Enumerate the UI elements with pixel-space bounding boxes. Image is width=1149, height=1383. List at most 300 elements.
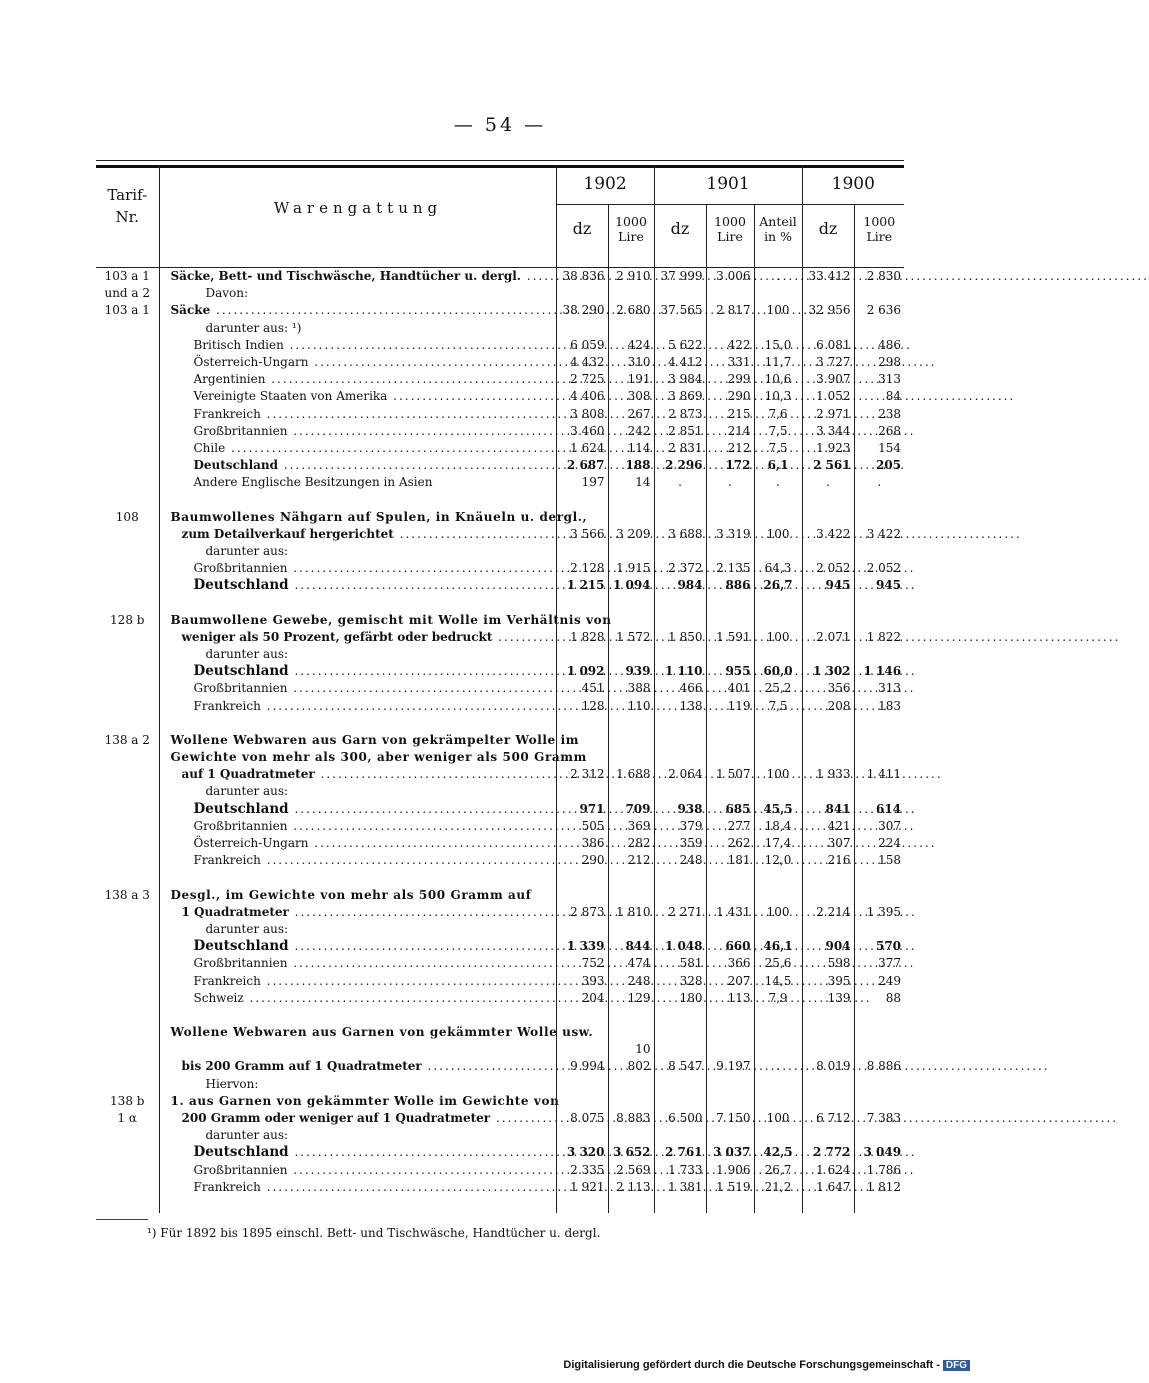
value-cell: 2 113 [608, 1179, 654, 1196]
value-cell [706, 887, 754, 904]
value-cell: 2 761 [654, 1144, 706, 1161]
value-cell: 752 [556, 955, 608, 972]
value-cell [802, 921, 854, 938]
value-cell [802, 1093, 854, 1110]
value-cell: 33 412 [802, 268, 854, 286]
value-cell: 310 [608, 354, 654, 371]
description-cell [159, 715, 556, 732]
value-cell [654, 492, 706, 509]
value-cell [854, 509, 904, 526]
value-cell: 282 [608, 835, 654, 852]
footnote: ¹) Für 1892 bis 1895 einschl. Bett- und Tischwäsche, Handtücher u. dergl. [147, 1226, 601, 1240]
description-cell [159, 320, 556, 337]
value-cell: 2 680 [608, 302, 654, 319]
statistics-table [96, 166, 904, 1213]
description-cell [159, 818, 556, 835]
table-row [96, 698, 904, 715]
tarif-cell [96, 663, 159, 680]
value-cell: . [654, 474, 706, 491]
tarif-cell [96, 492, 159, 509]
value-cell: 1 048 [654, 938, 706, 955]
value-cell [854, 783, 904, 800]
value-cell: 3 037 [706, 1144, 754, 1161]
value-cell: 38 290 [556, 302, 608, 319]
value-cell [654, 1196, 706, 1213]
value-cell [608, 320, 654, 337]
value-cell: 1 921 [556, 1179, 608, 1196]
description-cell [159, 938, 556, 955]
value-cell: 138 [654, 698, 706, 715]
value-cell: 2 214 [802, 904, 854, 921]
value-cell: 100 [754, 1110, 802, 1127]
value-cell [608, 887, 654, 904]
table-row [96, 1144, 904, 1161]
description-text: Säcke [170, 303, 211, 318]
value-cell: 4 406 [556, 388, 608, 405]
description-text: zum Detailverkauf hergerichtet [181, 526, 394, 541]
value-cell [802, 715, 854, 732]
value-cell: 224 [878, 836, 902, 851]
value-cell: 2 873 [556, 904, 608, 921]
value-cell [802, 1076, 854, 1093]
value-cell: 2 971 [802, 406, 854, 423]
value-cell [654, 1093, 706, 1110]
value-cell: 12,0 [754, 852, 802, 869]
value-cell: 204 [556, 990, 608, 1007]
tarif-cell [96, 973, 159, 990]
value-cell: 3 049 [863, 1145, 902, 1160]
table-row [96, 388, 904, 405]
value-cell [654, 612, 706, 629]
value-cell: 2 071 [802, 629, 854, 646]
value-cell: 215 [706, 406, 754, 423]
value-cell: 4 412 [654, 354, 706, 371]
value-cell: 1 812 [866, 1179, 902, 1194]
description-cell [159, 1196, 556, 1213]
table-row [96, 663, 904, 680]
value-cell: 1 822 [866, 629, 902, 644]
value-cell: 207 [706, 973, 754, 990]
table-row [96, 268, 904, 286]
description-cell [159, 474, 556, 491]
table-row [96, 440, 904, 457]
value-cell: 474 [608, 955, 654, 972]
tarif-cell [96, 698, 159, 715]
value-cell: 2 561 [802, 457, 854, 474]
value-cell: 1 431 [706, 904, 754, 921]
value-cell [556, 543, 608, 560]
table-row [96, 526, 904, 543]
value-cell [754, 749, 802, 766]
table-row [96, 1127, 904, 1144]
tarif-cell [96, 715, 159, 732]
value-cell [608, 1007, 654, 1024]
table-row [96, 904, 904, 921]
value-cell: 1 810 [608, 904, 654, 921]
dot-leader [225, 441, 853, 455]
value-cell [556, 1093, 608, 1110]
value-cell [802, 509, 854, 526]
value-cell [706, 1076, 754, 1093]
table-row [96, 612, 904, 629]
value-cell [802, 543, 854, 560]
value-cell [556, 285, 608, 302]
value-cell: 32 956 [802, 302, 854, 319]
value-cell: 1 688 [608, 766, 654, 783]
value-cell: 298 [878, 355, 902, 370]
value-cell [754, 285, 802, 302]
value-cell [754, 1007, 802, 1024]
tarif-cell: 138 b [96, 1093, 159, 1110]
tarif-cell [96, 818, 159, 835]
description-text: Großbritannien [193, 956, 288, 971]
value-cell: 2 271 [654, 904, 706, 921]
value-cell: 7 383 [866, 1110, 902, 1125]
description-cell [159, 663, 556, 680]
value-cell: 14 [608, 474, 654, 491]
value-cell [556, 1196, 608, 1213]
spacer-row [96, 1196, 904, 1213]
value-cell [854, 1076, 904, 1093]
dz-header: dz [654, 205, 706, 254]
value-cell: 3 566 [556, 526, 608, 543]
value-cell: 60,0 [754, 663, 802, 680]
value-cell: 3 422 [866, 526, 902, 541]
value-cell: 308 [608, 388, 654, 405]
value-cell: 379 [654, 818, 706, 835]
value-cell [654, 732, 706, 749]
value-cell: 26,7 [754, 577, 802, 594]
tarif-cell [96, 921, 159, 938]
value-cell: 366 [706, 955, 754, 972]
tarif-cell [96, 354, 159, 371]
value-cell: 451 [556, 680, 608, 697]
description-text: Deutschland [193, 458, 279, 473]
value-cell [608, 492, 654, 509]
spacer-row [96, 715, 904, 732]
value-cell: 6 059 [556, 337, 608, 354]
tarif-cell [96, 766, 159, 783]
year-header: 1901 [654, 166, 802, 205]
value-cell: 2 052 [802, 560, 854, 577]
value-cell [608, 543, 654, 560]
value-cell [706, 749, 754, 766]
description-cell [159, 337, 556, 354]
value-cell [754, 921, 802, 938]
value-cell [654, 1127, 706, 1144]
value-cell: 188 [608, 457, 654, 474]
description-text: Deutschland [193, 800, 289, 817]
value-cell: 100 [754, 904, 802, 921]
description-text: Deutschland [193, 663, 289, 680]
description-cell [159, 680, 556, 697]
tarif-cell [96, 852, 159, 869]
lire-header: 1000 Lire [863, 214, 896, 244]
value-cell: 238 [878, 406, 902, 421]
value-cell [854, 921, 904, 938]
table-row [96, 766, 904, 783]
value-cell: 2 831 [654, 440, 706, 457]
tarif-cell [96, 526, 159, 543]
value-cell [854, 732, 904, 749]
value-cell [754, 1024, 802, 1041]
value-cell [802, 732, 854, 749]
value-cell: 369 [608, 818, 654, 835]
value-cell: 424 [608, 337, 654, 354]
anteil-header: Anteil in % [754, 205, 802, 254]
tarif-cell [96, 474, 159, 491]
value-cell [706, 1007, 754, 1024]
value-cell [608, 921, 654, 938]
value-cell [706, 543, 754, 560]
value-cell: 421 [802, 818, 854, 835]
value-cell [802, 1007, 854, 1024]
description-cell [159, 870, 556, 887]
footnote-rule [96, 1219, 148, 1220]
table-row [96, 818, 904, 835]
value-cell: 1 624 [802, 1162, 854, 1179]
value-cell: 1 411 [866, 767, 902, 782]
description-cell [159, 406, 556, 423]
description-text: auf 1 Quadratmeter [181, 767, 315, 782]
value-cell: 113 [706, 990, 754, 1007]
tarif-cell [96, 801, 159, 818]
tarif-cell [96, 904, 159, 921]
value-cell [654, 783, 706, 800]
value-cell [608, 1196, 654, 1213]
value-cell: 2 636 [866, 303, 902, 318]
tarif-cell [96, 1007, 159, 1024]
tarif-cell [96, 388, 159, 405]
value-cell [802, 1196, 854, 1213]
value-cell: 17,4 [754, 835, 802, 852]
value-cell: 886 [706, 577, 754, 594]
description-cell [159, 783, 556, 800]
value-cell: . [754, 268, 802, 286]
value-cell: 2 312 [556, 766, 608, 783]
description-cell [159, 629, 556, 646]
value-cell [654, 285, 706, 302]
table-row [96, 680, 904, 697]
description-cell [159, 492, 556, 509]
tarif-cell [96, 595, 159, 612]
value-cell [754, 612, 802, 629]
value-cell [608, 783, 654, 800]
value-cell [706, 1196, 754, 1213]
value-cell [706, 285, 754, 302]
value-cell: . [754, 1041, 802, 1075]
tarif-cell [96, 543, 159, 560]
value-cell: 119 [706, 698, 754, 715]
value-cell: 248 [608, 973, 654, 990]
value-cell [608, 732, 654, 749]
spacer-row [96, 870, 904, 887]
value-cell: 2 687 [556, 457, 608, 474]
tarif-cell [96, 1076, 159, 1093]
value-cell: 841 [802, 801, 854, 818]
value-cell: 38 836 [556, 268, 608, 286]
description-cell [159, 1110, 556, 1127]
description-text: Frankreich [193, 698, 261, 713]
value-cell: 1 052 [802, 388, 854, 405]
table-row [96, 921, 904, 938]
value-cell: 5 622 [654, 337, 706, 354]
table-row [96, 646, 904, 663]
value-cell: 262 [706, 835, 754, 852]
tarif-cell [96, 955, 159, 972]
value-cell: 2 830 [866, 269, 902, 283]
description-text: Säcke, Bett- und Tischwäsche, Handtücher u. dergl. [170, 269, 521, 283]
description-cell [159, 990, 556, 1007]
description-text: Großbritannien [193, 818, 288, 833]
value-cell [654, 509, 706, 526]
table-row [96, 474, 904, 491]
value-cell: 100 [754, 302, 802, 319]
value-cell: 2 817 [706, 302, 754, 319]
value-cell: 2 569 [608, 1162, 654, 1179]
value-cell: 299 [706, 371, 754, 388]
value-cell: 212 [706, 440, 754, 457]
value-cell: 844 [608, 938, 654, 955]
description-cell [159, 749, 587, 766]
table-row [96, 406, 904, 423]
value-cell: 971 [556, 801, 608, 818]
table-row [96, 801, 904, 818]
value-cell: 205 [875, 458, 902, 473]
value-cell: . [706, 474, 754, 491]
description-text: Wollene Webwaren aus Garnen von gekämmter Wolle usw. [170, 1024, 594, 1039]
description-cell [159, 766, 556, 783]
value-cell: 3 422 [802, 526, 854, 543]
value-cell: 128 [556, 698, 608, 715]
description-text: Baumwollene Gewebe, gemischt mit Wolle im Verhältnis von [170, 612, 612, 627]
value-cell: 2 052 [866, 561, 902, 576]
tarif-cell [96, 629, 159, 646]
table-row [96, 1076, 904, 1093]
table-row [96, 629, 904, 646]
value-cell [556, 595, 608, 612]
description-text: Österreich-Ungarn [193, 836, 309, 851]
value-cell [754, 1093, 802, 1110]
value-cell: 3 808 [556, 406, 608, 423]
value-cell: 7 150 [706, 1110, 754, 1127]
value-cell: 955 [706, 663, 754, 680]
value-cell: 139 [802, 990, 854, 1007]
table-row [96, 1179, 904, 1196]
table-row [96, 938, 904, 955]
tarif-cell: 138 a 2 [96, 732, 159, 749]
dot-leader [261, 853, 889, 867]
description-cell [159, 1144, 556, 1161]
tarif-cell [96, 938, 159, 955]
description-text: bis 200 Gramm auf 1 Quadratmeter [181, 1059, 422, 1074]
value-cell: 1 094 [608, 577, 654, 594]
description-cell [159, 801, 556, 818]
digitization-credit [563, 1359, 970, 1371]
spacer-row [96, 595, 904, 612]
value-cell: 2 910 [608, 268, 654, 286]
value-cell [654, 749, 706, 766]
value-cell: 1 092 [556, 663, 608, 680]
value-cell [654, 887, 706, 904]
value-cell: 249 [878, 973, 902, 988]
value-cell [802, 285, 854, 302]
value-cell [556, 1127, 608, 1144]
value-cell: 938 [654, 801, 706, 818]
description-cell [159, 1041, 556, 1075]
value-cell [754, 1076, 802, 1093]
value-cell: 290 [556, 852, 608, 869]
description-cell [159, 921, 556, 938]
warengattung-header: Warengattung [159, 166, 556, 253]
value-cell: 1 146 [863, 664, 902, 679]
value-cell: 3 907 [802, 371, 854, 388]
value-cell: 14,5 [754, 973, 802, 990]
value-cell [854, 1093, 904, 1110]
description-cell [159, 835, 556, 852]
table-row [96, 732, 904, 749]
description-cell [159, 732, 580, 749]
value-cell: 290 [706, 388, 754, 405]
description-text: 1. aus Garnen von gekämmter Wolle im Gewichte von [170, 1093, 560, 1108]
value-cell [654, 595, 706, 612]
value-cell: 581 [654, 955, 706, 972]
value-cell: 267 [608, 406, 654, 423]
description-cell [159, 371, 556, 388]
value-cell [556, 715, 608, 732]
tarif-cell: 103 a 1 [96, 302, 159, 319]
value-cell: 2 135 [706, 560, 754, 577]
value-cell: 8 547 [654, 1041, 706, 1075]
value-cell [608, 1076, 654, 1093]
tarif-cell: 128 b [96, 612, 159, 629]
table-row [96, 371, 904, 388]
tarif-cell [96, 577, 159, 594]
tarif-cell [96, 371, 159, 388]
description-text: Großbritannien [193, 423, 288, 438]
value-cell: 2 335 [556, 1162, 608, 1179]
value-cell: 3 006 [706, 268, 754, 286]
value-cell: 1 519 [706, 1179, 754, 1196]
description-text: darunter aus: [205, 784, 289, 799]
value-cell [706, 870, 754, 887]
value-cell: 37 565 [654, 302, 706, 319]
value-cell [754, 715, 802, 732]
description-cell [159, 509, 588, 526]
description-cell [159, 423, 556, 440]
value-cell: 945 [875, 578, 902, 593]
description-text: Schweiz [193, 990, 244, 1005]
dz-header: dz [556, 205, 608, 254]
value-cell [854, 646, 904, 663]
value-cell: 313 [878, 372, 902, 387]
value-cell [706, 715, 754, 732]
table-row [96, 749, 904, 766]
value-cell: 2 725 [556, 371, 608, 388]
value-cell [608, 870, 654, 887]
value-cell [854, 285, 904, 302]
value-cell: 2 873 [654, 406, 706, 423]
value-cell [754, 870, 802, 887]
value-cell [608, 749, 654, 766]
value-cell: 2 128 [556, 560, 608, 577]
value-cell: 984 [654, 577, 706, 594]
value-cell: 15,0 [754, 337, 802, 354]
table-row [96, 1041, 904, 1075]
table-row [96, 955, 904, 972]
value-cell: 356 [802, 680, 854, 697]
value-cell: 1 215 [556, 577, 608, 594]
